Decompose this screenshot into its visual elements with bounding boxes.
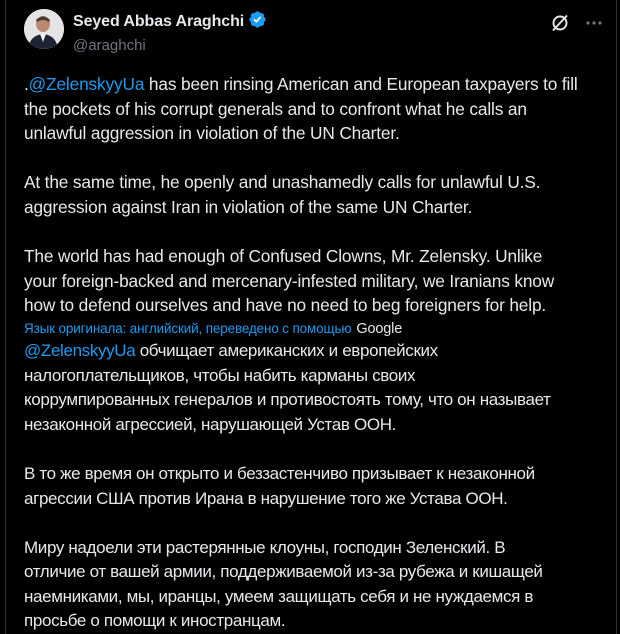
original-paragraph-3: The world has had enough of Confused Clowns, Mr. Zelensky. Unlike your foreign-backed and mercenary-infested military, we Iranians know how to defend ourselves and have no need to beg foreigners for help. (24, 246, 555, 316)
translated-paragraph-2: В то же время он открыто и беззастенчиво призывает к незаконной агрессии США против Ирана в нарушение того же Устава ООН. (24, 463, 535, 508)
original-paragraph-2: At the same time, he openly and unashamedly calls for unlawful U.S. aggression against Iran in violation of the same UN Charter. (24, 172, 541, 217)
mention-link[interactable]: @ZelenskyyUa (24, 340, 136, 360)
translated-paragraph-1: @ZelenskyyUa обчищает американских и европейских налогоплательщиков, чтобы набить карманы своих коррумпированных генералов и противостоять тому, что он называет незаконной агрессией, нарушающей Устав ООН. (24, 340, 551, 434)
avatar[interactable] (24, 9, 64, 49)
translation-note (24, 319, 604, 339)
translation-note-label[interactable]: Язык оригинала: английский, переведено с помощью (24, 320, 352, 336)
tweet-body (24, 72, 604, 634)
author-name[interactable]: Seyed Abbas Araghchi (73, 13, 245, 30)
tweet-actions (550, 13, 604, 38)
verified-badge-icon (248, 10, 267, 34)
original-text (24, 72, 604, 318)
author-handle[interactable]: @araghchi (73, 37, 146, 54)
mention-link[interactable]: @ZelenskyyUa (28, 74, 145, 94)
translated-text (24, 339, 604, 634)
avatar-image-icon (24, 9, 64, 49)
author-info (73, 10, 267, 54)
tweet-header (24, 9, 604, 57)
grok-icon[interactable] (550, 13, 570, 38)
more-options-icon[interactable] (584, 13, 604, 38)
translated-paragraph-3: Миру надоели эти растерянные клоуны, господин Зеленский. В отличие от вашей армии, поддерживаемой из-за рубежа и кишащей наемниками, мы, иранцы, умеем защищать себя и не нуждаемся в просьбе о помощи к иностранцам. (24, 537, 543, 631)
google-logo: Google (356, 320, 403, 337)
original-paragraph-1: .@ZelenskyyUa has been rinsing American and European taxpayers to fill the pockets of his corrupt generals and to confront what he calls an unlawful aggression in violation of the UN Charter. (24, 74, 578, 144)
